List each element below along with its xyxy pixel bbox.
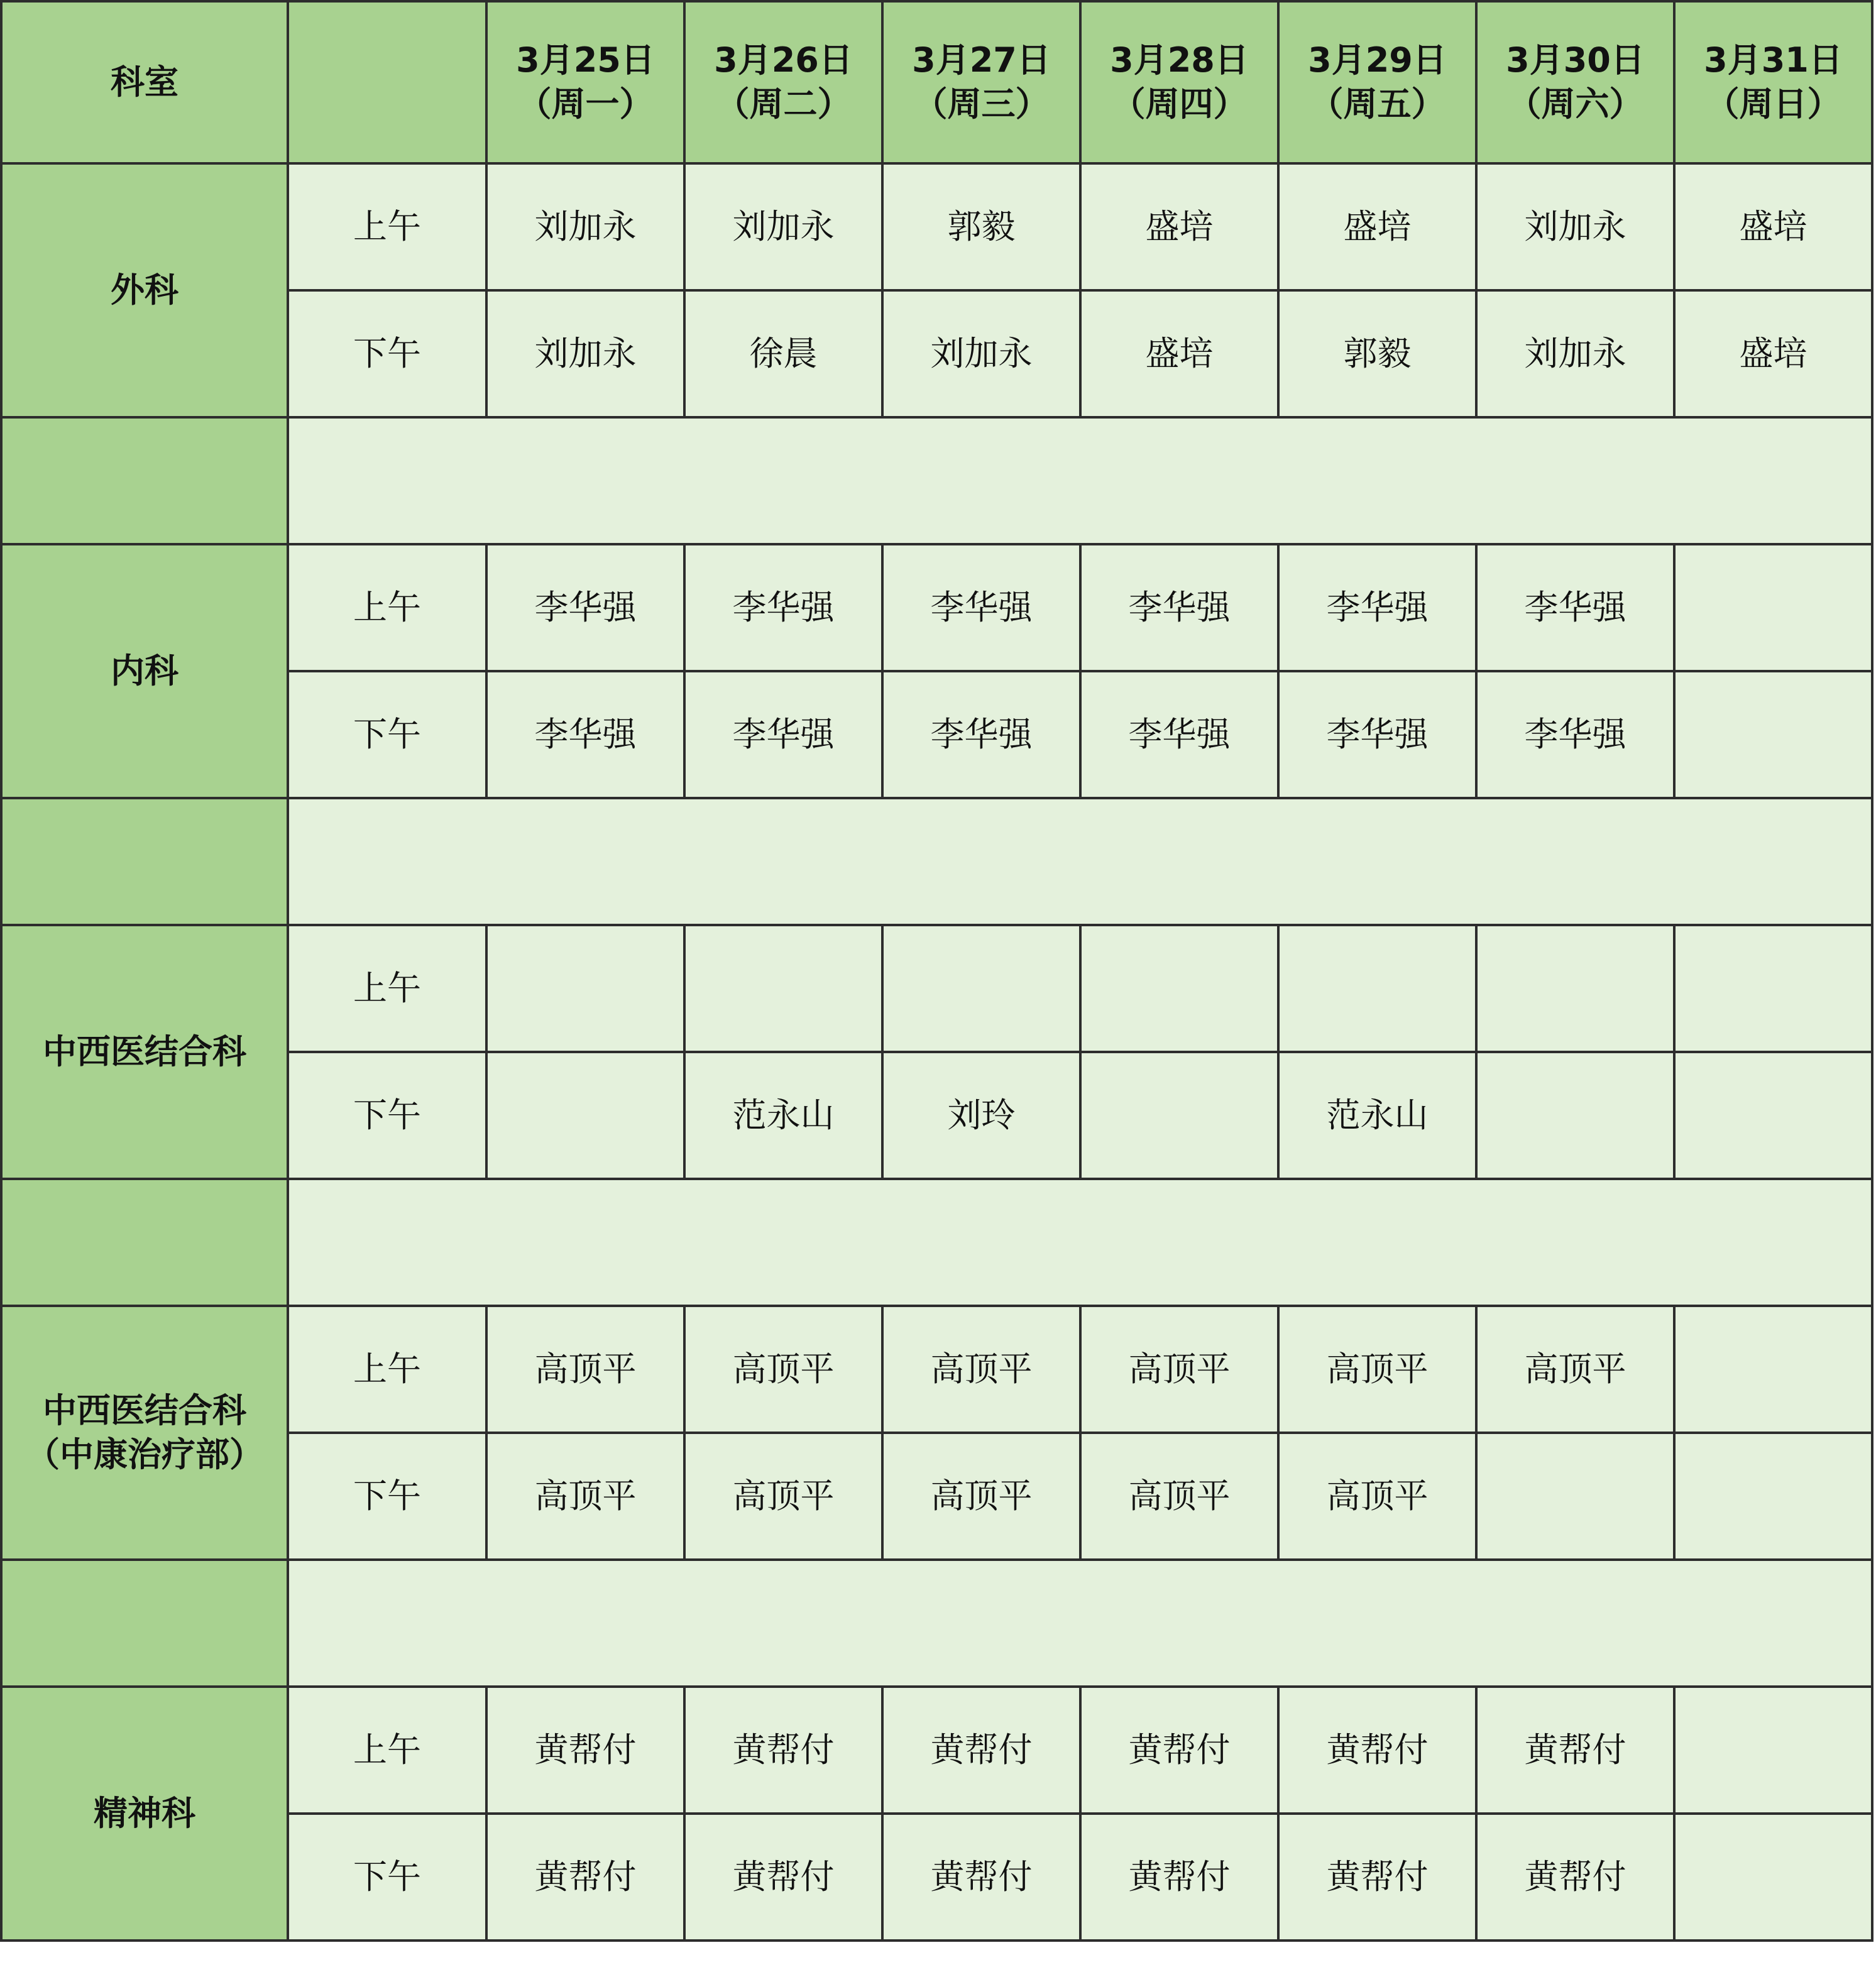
schedule-cell: 黄帮付 (1476, 1687, 1674, 1814)
day-date: 3月28日 (1110, 40, 1249, 80)
slot-label-pm: 下午 (288, 671, 486, 798)
day-header (486, 1, 684, 163)
schedule-cell: 高顶平 (1278, 1433, 1476, 1560)
schedule-cell: 盛培 (1674, 163, 1872, 290)
schedule-cell (1476, 1433, 1674, 1560)
slot-label-pm: 下午 (288, 1052, 486, 1179)
schedule-cell: 盛培 (1278, 163, 1476, 290)
dept-name-line1: 中西医结合科 (43, 1390, 246, 1430)
slot-header (288, 1, 486, 163)
day-date: 3月26日 (714, 40, 853, 80)
schedule-cell (1674, 1814, 1872, 1941)
schedule-cell (1674, 1306, 1872, 1433)
schedule-cell (684, 925, 882, 1052)
schedule-cell: 高顶平 (1278, 1306, 1476, 1433)
spacer-dept-cell (1, 1179, 288, 1306)
schedule-cell (486, 925, 684, 1052)
schedule-cell: 郭毅 (1278, 290, 1476, 417)
schedule-cell: 李华强 (486, 671, 684, 798)
schedule-cell: 刘加永 (1476, 163, 1674, 290)
day-weekday: （周五） (1309, 84, 1445, 124)
dept-name-internal: 内科 (1, 544, 288, 798)
dept-name-line2: （中康治疗部） (26, 1435, 263, 1474)
schedule-cell: 黄帮付 (486, 1814, 684, 1941)
table-row (1, 1687, 1872, 1814)
schedule-cell: 李华强 (1476, 544, 1674, 671)
schedule-cell: 范永山 (1278, 1052, 1476, 1179)
schedule-cell (1476, 925, 1674, 1052)
schedule-cell: 黄帮付 (684, 1687, 882, 1814)
schedule-cell (1080, 1052, 1278, 1179)
dept-name-surgery: 外科 (1, 163, 288, 417)
schedule-cell: 李华强 (684, 544, 882, 671)
schedule-cell: 高顶平 (1476, 1306, 1674, 1433)
day-weekday: （周三） (913, 84, 1050, 124)
slot-label-am: 上午 (288, 163, 486, 290)
schedule-cell (1674, 1052, 1872, 1179)
schedule-cell: 范永山 (684, 1052, 882, 1179)
schedule-cell (1674, 671, 1872, 798)
dept-name-psychiatry: 精神科 (1, 1687, 288, 1941)
schedule-cell: 盛培 (1080, 163, 1278, 290)
schedule-cell: 高顶平 (486, 1433, 684, 1560)
spacer-cell (288, 1179, 1872, 1306)
day-header (1674, 1, 1872, 163)
day-header (1476, 1, 1674, 163)
schedule-cell (1476, 1052, 1674, 1179)
table-row (1, 544, 1872, 671)
schedule-cell: 郭毅 (882, 163, 1080, 290)
spacer-cell (288, 417, 1872, 544)
schedule-cell: 盛培 (1080, 290, 1278, 417)
day-weekday: （周四） (1111, 84, 1248, 124)
schedule-cell: 刘加永 (486, 290, 684, 417)
schedule-cell (1080, 925, 1278, 1052)
schedule-cell: 刘加永 (684, 163, 882, 290)
schedule-cell (1278, 925, 1476, 1052)
schedule-cell (1674, 544, 1872, 671)
schedule-cell: 黄帮付 (1080, 1687, 1278, 1814)
schedule-cell: 李华强 (1278, 671, 1476, 798)
day-date: 3月29日 (1308, 40, 1447, 80)
schedule-cell: 黄帮付 (1080, 1814, 1278, 1941)
schedule-cell: 李华强 (1278, 544, 1476, 671)
schedule-cell: 李华强 (1080, 671, 1278, 798)
slot-label-am: 上午 (288, 1306, 486, 1433)
spacer-cell (288, 798, 1872, 925)
schedule-cell: 盛培 (1674, 290, 1872, 417)
schedule-cell (486, 1052, 684, 1179)
day-date: 3月31日 (1704, 40, 1843, 80)
day-weekday: （周一） (517, 84, 654, 124)
schedule-cell: 刘加永 (882, 290, 1080, 417)
slot-label-pm: 下午 (288, 1433, 486, 1560)
spacer-row (1, 417, 1872, 544)
schedule-cell: 徐晨 (684, 290, 882, 417)
schedule-cell: 高顶平 (486, 1306, 684, 1433)
dept-name-integrative-zhongkang (1, 1306, 288, 1560)
schedule-cell (1674, 1433, 1872, 1560)
spacer-dept-cell (1, 1560, 288, 1687)
day-header (1080, 1, 1278, 163)
spacer-row (1, 1560, 1872, 1687)
slot-label-am: 上午 (288, 544, 486, 671)
table-row (1, 925, 1872, 1052)
schedule-cell: 高顶平 (882, 1306, 1080, 1433)
spacer-dept-cell (1, 417, 288, 544)
schedule-cell: 刘加永 (1476, 290, 1674, 417)
schedule-cell: 高顶平 (684, 1433, 882, 1560)
day-weekday: （周二） (715, 84, 852, 124)
schedule-cell (1674, 925, 1872, 1052)
spacer-row (1, 798, 1872, 925)
schedule-cell: 李华强 (882, 544, 1080, 671)
schedule-cell: 李华强 (684, 671, 882, 798)
day-date: 3月30日 (1506, 40, 1645, 80)
day-header (1278, 1, 1476, 163)
dept-name-integrative: 中西医结合科 (1, 925, 288, 1179)
slot-label-pm: 下午 (288, 1814, 486, 1941)
spacer-dept-cell (1, 798, 288, 925)
day-header (684, 1, 882, 163)
schedule-cell: 黄帮付 (882, 1814, 1080, 1941)
day-date: 3月25日 (516, 40, 655, 80)
schedule-cell: 黄帮付 (684, 1814, 882, 1941)
schedule-cell: 高顶平 (1080, 1433, 1278, 1560)
day-weekday: （周日） (1705, 84, 1841, 124)
table-row (1, 163, 1872, 290)
slot-label-pm: 下午 (288, 290, 486, 417)
schedule-cell: 李华强 (1080, 544, 1278, 671)
schedule-cell: 黄帮付 (1476, 1814, 1674, 1941)
schedule-cell: 黄帮付 (1278, 1814, 1476, 1941)
schedule-cell (882, 925, 1080, 1052)
schedule-cell (1674, 1687, 1872, 1814)
schedule-cell: 李华强 (1476, 671, 1674, 798)
schedule-cell: 黄帮付 (486, 1687, 684, 1814)
schedule-cell: 李华强 (882, 671, 1080, 798)
slot-label-am: 上午 (288, 1687, 486, 1814)
spacer-cell (288, 1560, 1872, 1687)
schedule-cell: 刘玲 (882, 1052, 1080, 1179)
header-row (1, 1, 1872, 163)
slot-label-am: 上午 (288, 925, 486, 1052)
schedule-cell: 高顶平 (1080, 1306, 1278, 1433)
day-date: 3月27日 (912, 40, 1051, 80)
dept-header: 科室 (1, 1, 288, 163)
schedule-cell: 黄帮付 (882, 1687, 1080, 1814)
spacer-row (1, 1179, 1872, 1306)
day-weekday: （周六） (1507, 84, 1643, 124)
schedule-cell: 高顶平 (882, 1433, 1080, 1560)
day-header (882, 1, 1080, 163)
schedule-cell: 李华强 (486, 544, 684, 671)
schedule-cell: 高顶平 (684, 1306, 882, 1433)
table-row (1, 1306, 1872, 1433)
schedule-cell: 刘加永 (486, 163, 684, 290)
schedule-cell: 黄帮付 (1278, 1687, 1476, 1814)
